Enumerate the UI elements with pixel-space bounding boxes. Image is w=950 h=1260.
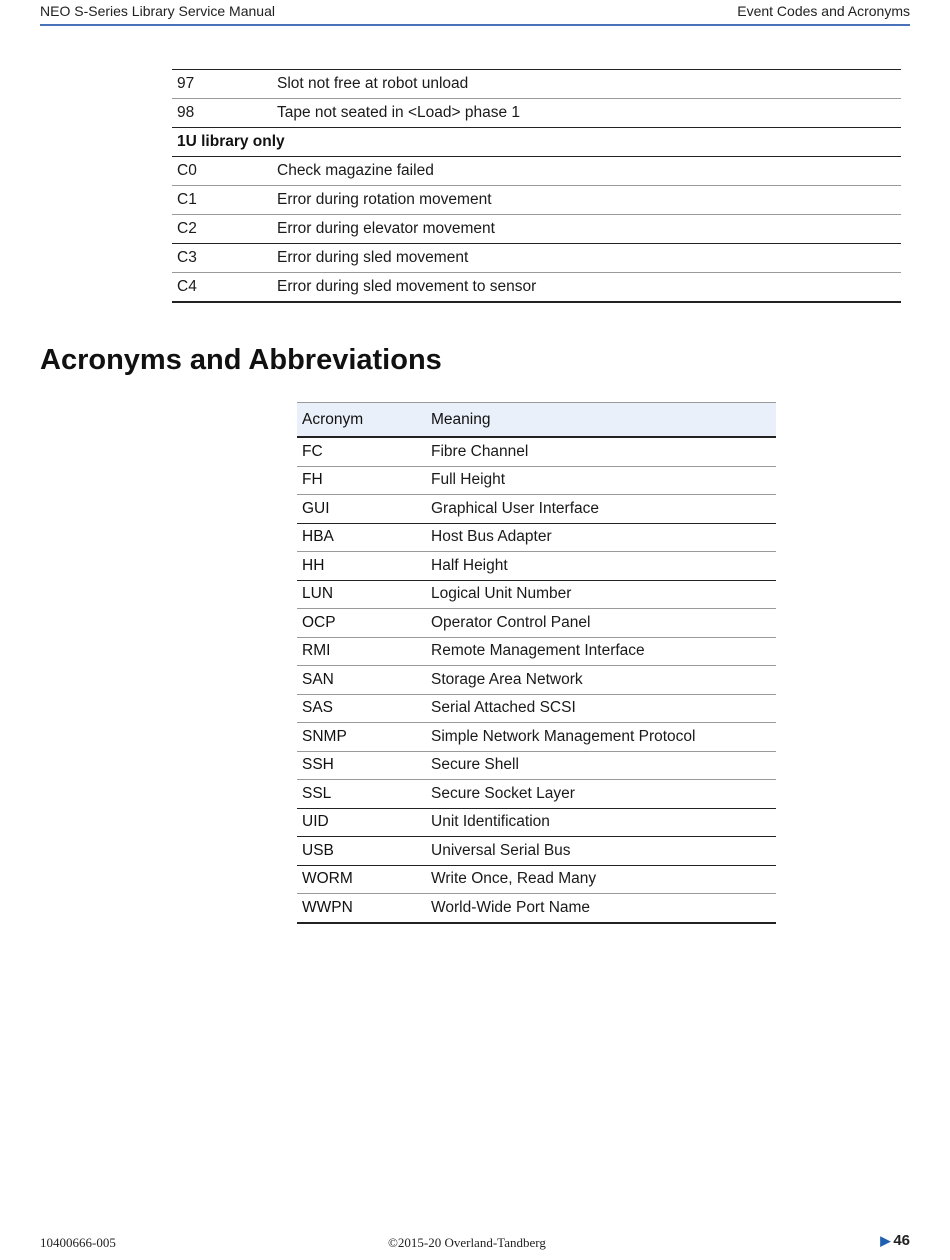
- acronym: HH: [297, 552, 426, 581]
- event-code: C0: [172, 157, 272, 186]
- acronym: USB: [297, 837, 426, 866]
- meaning: Logical Unit Number: [426, 580, 776, 609]
- meaning: Full Height: [426, 466, 776, 495]
- page-number: 46: [893, 1232, 910, 1249]
- event-code: C1: [172, 186, 272, 215]
- table-row: [297, 780, 776, 809]
- chapter-title: Event Codes and Acronyms: [737, 3, 910, 19]
- table-row: [297, 437, 776, 466]
- meaning: Storage Area Network: [426, 666, 776, 695]
- table-row: [297, 609, 776, 638]
- event-description: Tape not seated in <Load> phase 1: [272, 99, 901, 128]
- page-number-block: [880, 1232, 910, 1249]
- column-header-meaning: Meaning: [426, 403, 776, 438]
- table-row: [172, 186, 901, 215]
- event-description: Error during sled movement to sensor: [272, 273, 901, 303]
- event-code: C4: [172, 273, 272, 303]
- event-code: C2: [172, 215, 272, 244]
- acronym: GUI: [297, 495, 426, 524]
- meaning: Simple Network Management Protocol: [426, 723, 776, 752]
- acronym: SAN: [297, 666, 426, 695]
- table-row: [172, 244, 901, 273]
- acronym: FH: [297, 466, 426, 495]
- meaning: Secure Shell: [426, 751, 776, 780]
- table-row: [297, 837, 776, 866]
- acronym: WWPN: [297, 894, 426, 923]
- meaning: Host Bus Adapter: [426, 523, 776, 552]
- acronym: RMI: [297, 637, 426, 666]
- table-row: [297, 523, 776, 552]
- event-code: 97: [172, 70, 272, 99]
- acronym: OCP: [297, 609, 426, 638]
- meaning: Write Once, Read Many: [426, 865, 776, 894]
- acronym: FC: [297, 437, 426, 466]
- meaning: Remote Management Interface: [426, 637, 776, 666]
- table-row: [172, 99, 901, 128]
- table-row: [297, 552, 776, 581]
- table-row: [297, 466, 776, 495]
- acronym: HBA: [297, 523, 426, 552]
- acronym: UID: [297, 808, 426, 837]
- copyright-notice: ©2015-20 Overland-Tandberg: [388, 1235, 546, 1250]
- meaning: Fibre Channel: [426, 437, 776, 466]
- meaning: Unit Identification: [426, 808, 776, 837]
- table-row: [297, 694, 776, 723]
- section-heading: Acronyms and Abbreviations: [40, 344, 442, 376]
- table-row: [297, 637, 776, 666]
- table-row: [297, 808, 776, 837]
- meaning: Universal Serial Bus: [426, 837, 776, 866]
- manual-title: NEO S-Series Library Service Manual: [40, 3, 275, 19]
- event-description: Error during elevator movement: [272, 215, 901, 244]
- table-row: [297, 723, 776, 752]
- event-description: Error during rotation movement: [272, 186, 901, 215]
- acronym: SAS: [297, 694, 426, 723]
- right-triangle-icon: ▶: [880, 1233, 891, 1248]
- section-label: 1U library only: [172, 128, 901, 157]
- acronyms-table: [297, 402, 776, 924]
- event-code: 98: [172, 99, 272, 128]
- acronym: WORM: [297, 865, 426, 894]
- column-header-acronym: Acronym: [297, 403, 426, 438]
- event-description: Slot not free at robot unload: [272, 70, 901, 99]
- acronym: SNMP: [297, 723, 426, 752]
- table-header-row: [297, 403, 776, 438]
- meaning: Secure Socket Layer: [426, 780, 776, 809]
- event-code: C3: [172, 244, 272, 273]
- table-row: [297, 580, 776, 609]
- meaning: World-Wide Port Name: [426, 894, 776, 923]
- meaning: Graphical User Interface: [426, 495, 776, 524]
- table-row: [172, 70, 901, 99]
- acronym: LUN: [297, 580, 426, 609]
- meaning: Half Height: [426, 552, 776, 581]
- table-row: [297, 666, 776, 695]
- table-row: [172, 215, 901, 244]
- event-codes-table: [172, 69, 901, 303]
- event-description: Error during sled movement: [272, 244, 901, 273]
- table-row: [297, 751, 776, 780]
- meaning: Operator Control Panel: [426, 609, 776, 638]
- page-header: [40, 2, 910, 26]
- meaning: Serial Attached SCSI: [426, 694, 776, 723]
- acronym: SSL: [297, 780, 426, 809]
- document-number: 10400666-005: [40, 1235, 116, 1250]
- table-section-row: [172, 128, 901, 157]
- table-row: [172, 273, 901, 303]
- event-description: Check magazine failed: [272, 157, 901, 186]
- table-row: [297, 495, 776, 524]
- table-row: [297, 865, 776, 894]
- table-row: [172, 157, 901, 186]
- acronym: SSH: [297, 751, 426, 780]
- table-row: [297, 894, 776, 923]
